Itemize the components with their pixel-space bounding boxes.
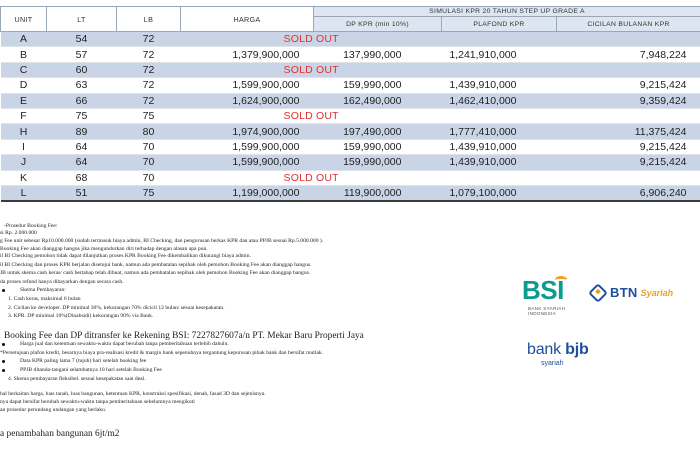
table-row xyxy=(1,62,700,77)
cell-lb: 72 xyxy=(117,32,181,47)
note-line: 4. Skema pembayaran fleksibel. sesuai kesepakatan saat deal. xyxy=(8,376,146,382)
header-plafond: PLAFOND KPR xyxy=(442,17,557,32)
note-line: 2. Cicilan ke developer. DP minimal 30%, kekurangan 70% dicicil 12 bulan/ sesuai kesepakatan. xyxy=(8,305,225,311)
cell-lt: 51 xyxy=(47,185,117,200)
bsi-logo xyxy=(522,275,566,317)
header-simulasi: SIMULASI KPR 20 TAHUN STEP UP GRADE A xyxy=(314,7,700,17)
cell-unit: I xyxy=(22,140,25,153)
note-line: g Fee unit sebesar Rp10.000.000 (sudah termasuk biaya admin, BI Checking, dan pengurusan berkas KPR dan atau PPJB sesuai Rp.5.000.000 ). xyxy=(0,238,324,244)
header-lb: LB xyxy=(117,7,181,32)
cell-cicilan: 9,215,424 xyxy=(639,140,687,153)
bjb-logo-text xyxy=(527,341,589,359)
btn-syariah-text: Syariah xyxy=(640,287,674,298)
table-row xyxy=(1,124,700,139)
bsi-caption-line: BANK SYARIAH xyxy=(528,306,566,311)
cell-harga: 1,379,900,000 xyxy=(232,48,300,61)
cell-plafond: 1,439,910,000 xyxy=(442,155,557,170)
note-line: hal berkaitan harga, luas tanah, luas bangunan, ketentuan KPR, konstruksi spesifikasi, denah, fasad 3D dan sejenisnya. xyxy=(0,391,266,397)
cell-harga: 1,199,000,000 xyxy=(181,185,314,200)
note-line: nya dapat bersifat berubah sewaktu-waktu tanpa pemberitahuan sebelumnya mengikuti xyxy=(0,399,195,405)
bsi-caption xyxy=(528,306,565,317)
cell-harga: 1,624,900,000 xyxy=(181,93,314,108)
cell-lt: 66 xyxy=(47,93,117,108)
note-line: si Rp. 2.000.000 xyxy=(0,230,37,236)
note-line: 1. Cash keras, maksimal 6 bulan xyxy=(8,296,81,302)
cell-lb: 70 xyxy=(142,171,155,184)
note-line: *Persetujuan plafon kredit, besarnya biaya pra-realisasi kredit & margin bank sepenuhnya tergantung kepurusan pihak bank dan bersifat mutlak. xyxy=(0,350,324,356)
note-line: a penambahan bangunan 6jt/m2 xyxy=(0,429,120,439)
cell-lt: 54 xyxy=(47,32,117,47)
note-line: Data KPR paling lama 7 (tujuh) hari setelah booking fee xyxy=(20,358,147,364)
note-line: Booking Fee akan dianggap hangus jika mengundurkan diri terhadap dengan alasan apa pun. xyxy=(0,246,208,252)
table-row xyxy=(1,155,700,170)
cell-dp-kpr: 119,900,000 xyxy=(314,185,442,200)
bjb-logo xyxy=(527,341,589,367)
bsi-arc-icon xyxy=(555,276,567,284)
cell-plafond: 1,079,100,000 xyxy=(442,185,557,200)
cell-unit: D xyxy=(19,79,28,92)
cell-lb: 72 xyxy=(142,48,155,61)
cell-lt: 60 xyxy=(47,62,117,77)
cell-cicilan: 7,948,224 xyxy=(639,48,687,61)
sold-out-label: SOLD OUT xyxy=(283,110,339,123)
cell-plafond: 1,777,410,000 xyxy=(442,124,557,139)
bjb-prefix: bank xyxy=(527,341,566,358)
cell-lt: 89 xyxy=(47,124,117,139)
btn-diamond-icon xyxy=(588,283,608,303)
bank-logos xyxy=(515,275,700,385)
table-row xyxy=(1,47,700,62)
cell-lb: 70 xyxy=(117,155,181,170)
cell-lb: 75 xyxy=(117,185,181,200)
cell-cicilan: 9,215,424 xyxy=(639,79,687,92)
cell-harga: 1,599,900,000 xyxy=(232,140,300,153)
bjb-syariah-text: syariah xyxy=(541,360,564,367)
note-line: Skema Pembayaran: xyxy=(20,287,66,293)
note-line: da proses refund hanya dibayarkan dengan secara cash. xyxy=(0,279,124,285)
table-row xyxy=(1,170,700,185)
note-line: Booking Fee dan DP ditransfer ke Rekening BSI: 7227827607a/n PT. Mekar Baru Properti Jaya xyxy=(4,331,364,341)
cell-plafond: 1,439,910,000 xyxy=(449,140,517,153)
note-line: il BI Checking dan proses KPR berjalan disetujui bank, namun ada pembatalan sepihak oleh pemohon Booking Fee akan dianggap hangus. xyxy=(0,262,312,268)
bullet-icon xyxy=(2,369,5,372)
cell-unit: H xyxy=(1,124,47,139)
cell-lt: 68 xyxy=(75,171,88,184)
cell-lt: 64 xyxy=(75,140,88,153)
cell-lb: 75 xyxy=(142,110,155,123)
cell-lt: 57 xyxy=(75,48,88,61)
cell-dp-kpr: 162,490,000 xyxy=(314,93,442,108)
header-dp-kpr: DP KPR (min 10%) xyxy=(314,17,442,32)
cell-dp-kpr: 137,990,000 xyxy=(343,48,402,61)
bullet-icon xyxy=(2,289,5,292)
btn-logo xyxy=(591,285,673,300)
cell-cicilan: 6,906,240 xyxy=(557,185,700,200)
sold-out-label: SOLD OUT xyxy=(283,171,339,184)
sold-out-label: SOLD OUT xyxy=(181,32,700,47)
cell-lt: 63 xyxy=(75,79,88,92)
cell-plafond: 1,439,910,000 xyxy=(449,79,517,92)
bullet-icon xyxy=(2,360,5,363)
bsi-logo-text: BSI xyxy=(522,275,564,305)
cell-unit: K xyxy=(19,171,27,184)
cell-unit: J xyxy=(1,155,47,170)
cell-lt: 64 xyxy=(47,155,117,170)
cell-dp-kpr: 159,990,000 xyxy=(343,140,402,153)
header-harga: HARGA xyxy=(181,7,314,32)
table-row xyxy=(1,139,700,154)
cell-lb: 80 xyxy=(117,124,181,139)
cell-harga: 1,599,900,000 xyxy=(181,155,314,170)
header-lt: LT xyxy=(47,7,117,32)
note-line: PPJB ditanda-tangani selambatnya 10 hari setelah Booking Fee xyxy=(20,367,162,373)
cell-lb: 72 xyxy=(117,93,181,108)
cell-lt: 75 xyxy=(75,110,88,123)
cell-dp-kpr: 197,490,000 xyxy=(314,124,442,139)
btn-logo-text: BTN xyxy=(610,285,638,300)
cell-dp-kpr: 159,990,000 xyxy=(314,155,442,170)
cell-harga: 1,974,900,000 xyxy=(181,124,314,139)
cell-harga: 1,599,900,000 xyxy=(232,79,300,92)
note-line: -Prosedur Booking Fee: xyxy=(4,223,58,229)
note-line: 3. KPR. DP minimal 10%(Dinabsidi) kekurangan 90% via Bank. xyxy=(8,313,154,319)
cell-unit: A xyxy=(1,32,47,47)
table-row xyxy=(1,108,700,123)
table-row xyxy=(1,32,700,47)
note-line: JB untuk skema cash keras/ cash bertahap telah dibuat, namun ada pembatalan sepihak oleh pemohon Booking Fee akan dianggap hangus. xyxy=(0,270,311,276)
cell-lb: 72 xyxy=(142,79,155,92)
bjb-name: bjb xyxy=(565,341,589,358)
price-table xyxy=(0,6,700,202)
cell-cicilan: 11,375,424 xyxy=(557,124,700,139)
sold-out-label: SOLD OUT xyxy=(181,62,700,77)
table-row xyxy=(1,78,700,93)
note-line: Harga jual dan ketentuan sewaktu-waktu dapat berubah tanpa pemberitahuan terlebih dahulu. xyxy=(20,341,229,347)
header-unit: UNIT xyxy=(1,7,47,32)
cell-plafond: 1,241,910,000 xyxy=(449,48,517,61)
cell-lb: 70 xyxy=(142,140,155,153)
table-row xyxy=(1,93,700,108)
cell-cicilan: 9,359,424 xyxy=(557,93,700,108)
table-row xyxy=(1,185,700,200)
cell-plafond: 1,462,410,000 xyxy=(442,93,557,108)
bsi-caption-line: INDONESIA xyxy=(528,311,556,317)
cell-dp-kpr: 159,990,000 xyxy=(343,79,402,92)
cell-unit: C xyxy=(1,62,47,77)
bullet-icon xyxy=(2,343,5,346)
cell-unit: F xyxy=(20,110,27,123)
note-line: il BI Checking pemohon tidak dapat dilanjutkan proses KPR Booking Fee dikembalikan dikurangi biaya admin. xyxy=(0,253,251,259)
cell-cicilan: 9,215,424 xyxy=(557,155,700,170)
header-cicilan: CICILAN BULANAN KPR xyxy=(557,17,700,32)
note-line: an prosedur perundang undangan yang berlaku. xyxy=(0,407,107,413)
price-table-body xyxy=(1,32,700,201)
cell-unit: E xyxy=(1,93,47,108)
cell-unit: B xyxy=(19,48,27,61)
cell-lb: 72 xyxy=(117,62,181,77)
cell-unit: L xyxy=(1,185,47,200)
